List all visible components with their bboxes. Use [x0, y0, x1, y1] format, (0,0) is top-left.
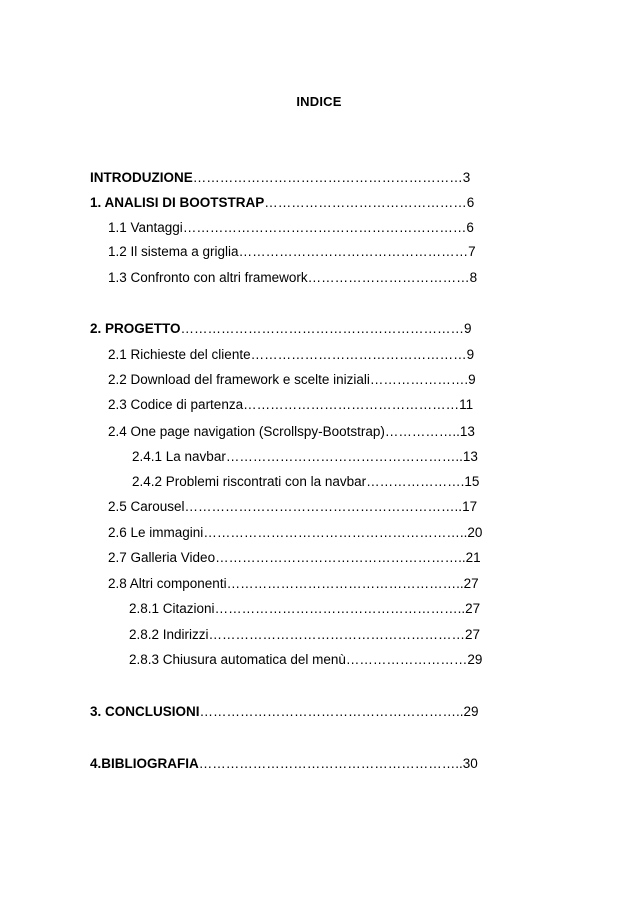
toc-entry-label: INTRODUZIONE [90, 170, 193, 185]
toc-entry-leader: ……………………………………………….. [215, 550, 466, 565]
toc-entry-page: 3 [462, 170, 471, 185]
toc-entry-leader: ………………………………………………….. [198, 756, 463, 771]
toc-entry-label: 2.5 Carousel [108, 499, 185, 514]
toc-entry-page: 27 [465, 627, 481, 642]
toc-entry-leader: …………………………………………………….. [184, 499, 463, 514]
toc-entry-leader: ……………………………………………….. [214, 601, 466, 616]
toc-entry-codice [108, 397, 473, 413]
toc-entry-leader: ……………………………………………………… [182, 220, 467, 235]
toc-entry-page: 17 [462, 499, 478, 514]
toc-entry-label: 2.4 One page navigation (Scrollspy-Bootstrap) [108, 424, 385, 439]
toc-entry-download [108, 372, 476, 388]
toc-entry-page: 8 [469, 270, 478, 285]
toc-entry-label: 2.7 Galleria Video [108, 550, 216, 565]
toc-entry-vantaggi [108, 220, 474, 236]
toc-entry-navbar [132, 449, 478, 465]
toc-entry-label: 2.6 Le immagini [108, 525, 204, 540]
toc-entry-leader: ………………………………………………… [208, 627, 466, 642]
toc-entry-label: 1.1 Vantaggi [108, 220, 183, 235]
toc-entry-page: 27 [463, 576, 479, 591]
toc-entry-leader: ……………………… [345, 652, 468, 667]
toc-entry-leader: …………………. [366, 474, 465, 489]
toc-entry-immagini [108, 525, 482, 541]
toc-entry-conclusioni [90, 704, 479, 720]
toc-entry-leader: …………………………………………………… [192, 170, 463, 185]
toc-entry-page: 6 [466, 195, 475, 210]
toc-entry-leader: …………………………………………… [238, 244, 469, 259]
toc-entry-page: 7 [468, 244, 476, 259]
toc-entry-label: 2.8.2 Indirizzi [129, 627, 209, 642]
toc-entry-label: 4.BIBLIOGRAFIA [90, 756, 199, 771]
toc-entry-page: 9 [468, 372, 476, 387]
toc-entry-leader: …………….. [384, 424, 460, 439]
toc-entry-label: 3. CONCLUSIONI [90, 704, 200, 719]
toc-entry-page: 29 [463, 704, 479, 719]
toc-entry-label: 2.2 Download del framework e scelte iniziali [108, 372, 370, 387]
toc-entry-one-page [108, 424, 475, 440]
toc-entry-label: 1.2 Il sistema a griglia [108, 244, 239, 259]
toc-entry-analisi [90, 195, 474, 211]
toc-entry-problemi [132, 474, 479, 490]
toc-entry-label: 2.4.1 La navbar [132, 449, 226, 464]
toc-entry-galleria [108, 550, 481, 566]
toc-entry-page: 11 [459, 397, 474, 412]
toc-entry-chiusura [129, 652, 482, 668]
toc-entry-page: 20 [467, 525, 483, 540]
toc-entry-label: 1.3 Confronto con altri framework [108, 270, 308, 285]
toc-entry-label: 2.8 Altri componenti [108, 576, 227, 591]
toc-entry-griglia [108, 244, 476, 260]
toc-entry-label: 2.1 Richieste del cliente [108, 347, 251, 362]
toc-entry-confronto [108, 270, 477, 286]
toc-entry-label: 2.8.1 Citazioni [129, 601, 215, 616]
toc-entry-introduzione [90, 170, 470, 186]
toc-entry-page: 29 [467, 652, 483, 667]
toc-entry-leader: ……………………………… [307, 270, 470, 285]
page-title: INDICE [296, 94, 342, 109]
toc-entry-page: 9 [466, 347, 475, 362]
toc-entry-leader: …………………………………………….. [225, 449, 463, 464]
toc-entry-page: 27 [465, 601, 481, 616]
toc-entry-label: 2.8.3 Chiusura automatica del menù [129, 652, 346, 667]
toc-entry-label: 2. PROGETTO [90, 321, 181, 336]
toc-entry-leader: ………………………………………………….. [199, 704, 464, 719]
toc-entry-page: 13 [462, 449, 478, 464]
toc-entry-richieste [108, 347, 474, 363]
toc-entry-page: 21 [465, 550, 481, 565]
toc-entry-altri [108, 576, 479, 592]
toc-entry-label: 2.3 Codice di partenza [108, 397, 244, 412]
toc-entry-page: 13 [459, 424, 475, 439]
toc-entry-leader: …………………………………………….. [226, 576, 464, 591]
toc-entry-carousel [108, 499, 477, 515]
toc-entry-page: 9 [464, 321, 472, 336]
toc-entry-leader: ………………………………………… [250, 347, 467, 362]
toc-entry-citazioni [129, 601, 480, 617]
toc-entry-leader: ………………………………………………….. [203, 525, 468, 540]
toc-entry-leader: …………………. [369, 372, 469, 387]
toc-entry-label: 1. ANALISI DI BOOTSTRAP [90, 195, 265, 210]
toc-entry-bibliografia [90, 756, 478, 772]
toc-entry-page: 6 [466, 220, 474, 235]
toc-entry-label: 2.4.2 Problemi riscontrati con la navbar [132, 474, 367, 489]
toc-entry-progetto [90, 321, 472, 337]
toc-entry-page: 30 [462, 756, 478, 771]
toc-entry-leader: ……………………………………………………… [180, 321, 465, 336]
toc-entry-leader: ……………………………………… [264, 195, 467, 210]
toc-entry-leader: ………………………………………… [243, 397, 460, 412]
toc-entry-indirizzi [129, 627, 480, 643]
toc-entry-page: 15 [464, 474, 480, 489]
